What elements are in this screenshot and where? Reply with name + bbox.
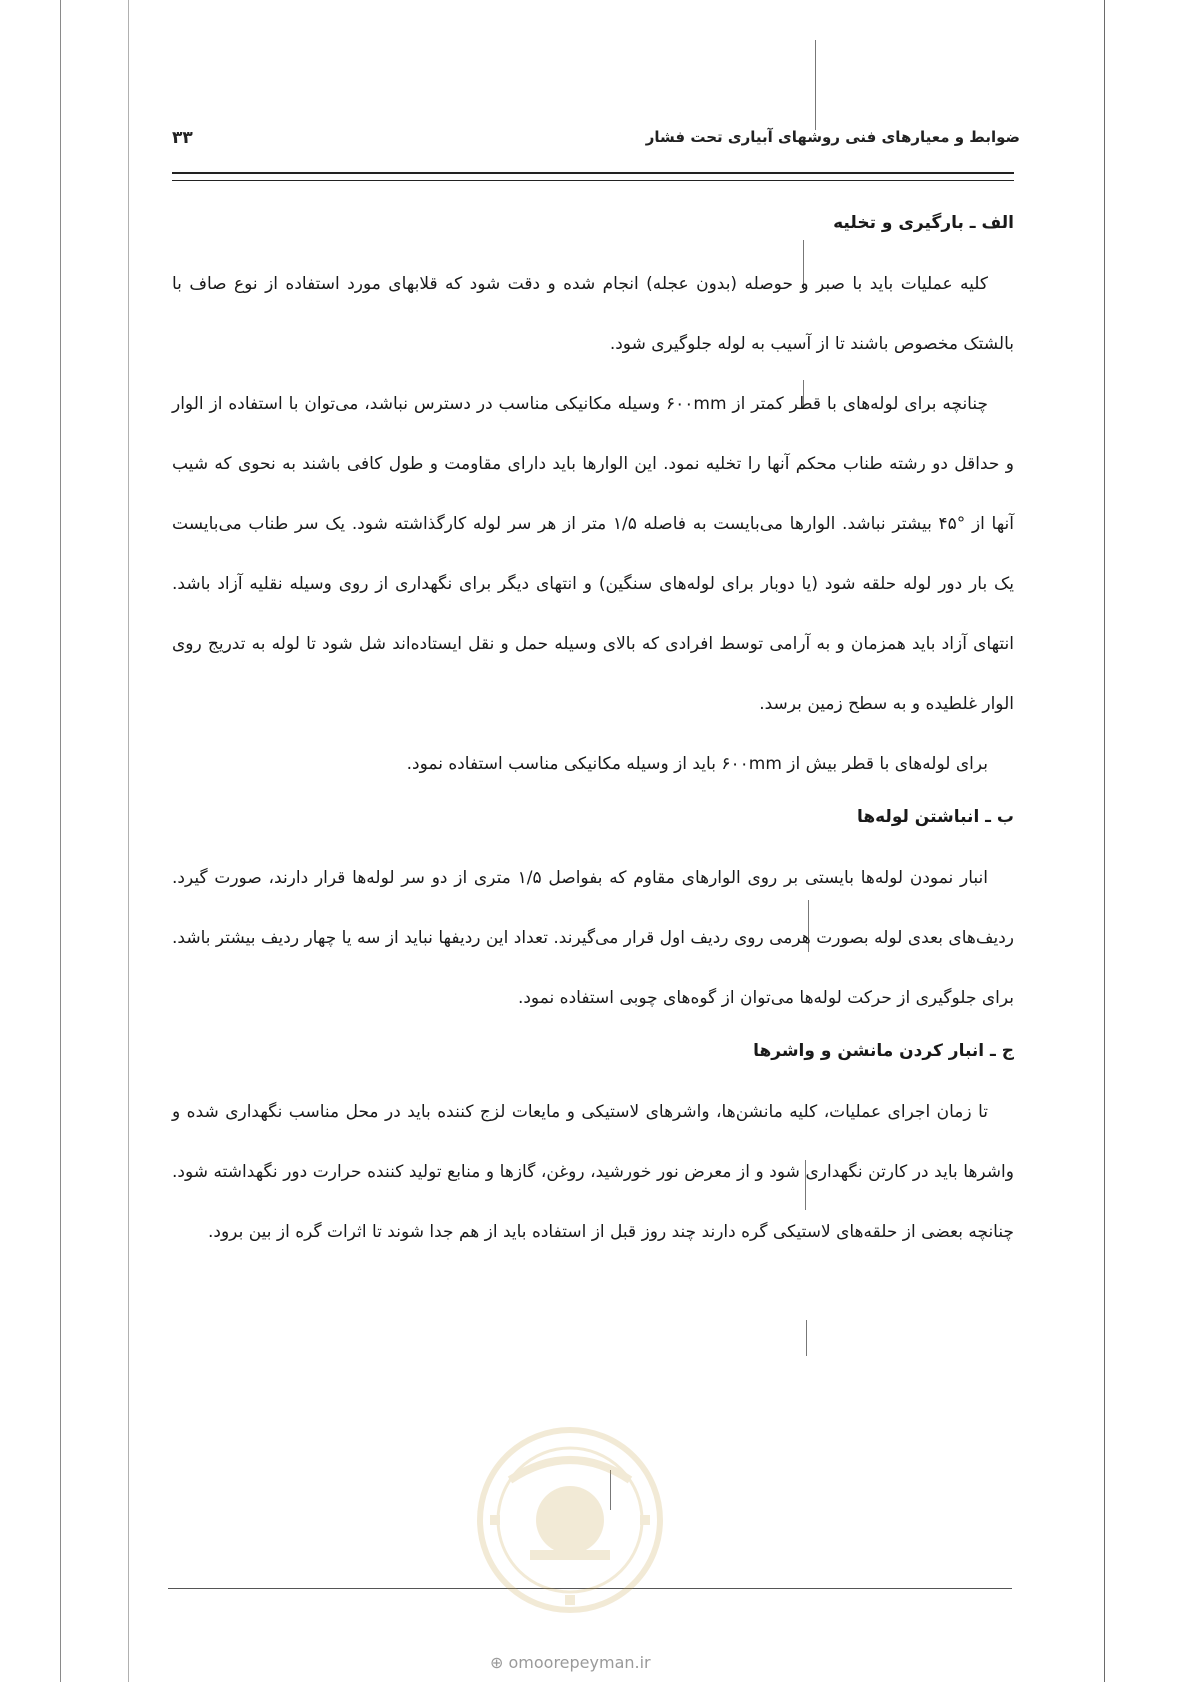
watermark-site-text: [490, 1653, 651, 1672]
paragraph: انبار نمودن لوله‌ها بایستی بر روی الوارهای مقاوم که بفواصل ۱/۵ متری از دو سر لوله‌ها قرار دارند، صورت گیرد. ردیف‌های بعدی لوله بصورت هرمی روی ردیف اول قرار می‌گیرند. تعداد این ردیفها نباید از سه یا چهار ردیف بیشتر باشد. برای جلوگیری از حرکت لوله‌ها می‌توان از گوه‌های چوبی استفاده نمود.: [172, 868, 1014, 1008]
scan-mark: [806, 1320, 807, 1356]
running-title: ضوابط و معیارهای فنی روشهای آبیاری تحت فشار: [645, 128, 1020, 146]
page-number: ۳۳: [172, 128, 193, 148]
watermark-site: omoorepeyman.ir: [508, 1653, 651, 1672]
watermark-globe-icon: ⊕: [490, 1653, 504, 1672]
header-rule-thick: [172, 172, 1014, 174]
scan-mark: [815, 40, 816, 130]
header-rule-thin: [172, 180, 1014, 181]
section-loading-unloading: [172, 208, 1014, 794]
section-heading: ج ـ انبار کردن مانشن و واشرها: [753, 1041, 1014, 1061]
paragraph: کلیه عملیات باید با صبر و حوصله (بدون عجله) انجام شده و دقت شود که قلابهای مورد استفاده از نوع صاف با بالشتک مخصوص باشند تا از آسیب به لوله جلوگیری شود.: [172, 274, 1014, 354]
section-heading: الف ـ بارگیری و تخلیه: [833, 213, 1014, 233]
scan-edge-line-right: [1104, 0, 1105, 1682]
watermark-seal-logo: [470, 1420, 670, 1620]
section-heading: ب ـ انباشتن لوله‌ها: [856, 807, 1014, 827]
scan-edge-line-left-inner: [128, 0, 129, 1682]
paragraph: برای لوله‌های با قطر بیش از ۶۰۰mm باید از وسیله مکانیکی مناسب استفاده نمود.: [406, 754, 988, 774]
paragraph: تا زمان اجرای عملیات، کلیه مانشن‌ها، واشرهای لاستیکی و مایعات لزج کننده باید در محل مناسب نگهداری شده و واشرها باید در کارتن نگهداری شود و از معرض نور خورشید، روغن، گازها و منابع تولید کننده حرارت دور نگهداشته شود. چنانچه بعضی از حلقه‌های لاستیکی گره دارند چند روز قبل از استفاده باید از هم جدا شوند تا اثرات گره از بین برود.: [172, 1102, 1014, 1242]
page-content: [172, 200, 1014, 1262]
scan-edge-line-left: [60, 0, 61, 1682]
paragraph: چنانچه برای لوله‌های با قطر کمتر از ۶۰۰mm وسیله مکانیکی مناسب در دسترس نباشد، می‌توان با استفاده از الوار و حداقل دو رشته طناب محکم آنها را تخلیه نمود. این الوارها باید دارای مقاومت و طول کافی باشند به نحوی که شیب آنها از °۴۵ بیشتر نباشد. الوارها می‌بایست به فاصله ۱/۵ متر از هر سر لوله کارگذاشته شود. یک سر طناب می‌بایست یک بار دور لوله حلقه شود (یا دوبار برای لوله‌های سنگین) و انتهای دیگر برای نگهداری از روی وسیله نقلیه آزاد باشد. انتهای آزاد باید همزمان و به آرامی توسط افرادی که بالای وسیله حمل و نقل ایستاده‌اند شل شود تا لوله به تدریج روی الوار غلطیده و به سطح زمین برسد.: [172, 394, 1015, 714]
section-pipe-stacking: [172, 802, 1014, 1028]
section-storage-gaskets: [172, 1036, 1014, 1262]
